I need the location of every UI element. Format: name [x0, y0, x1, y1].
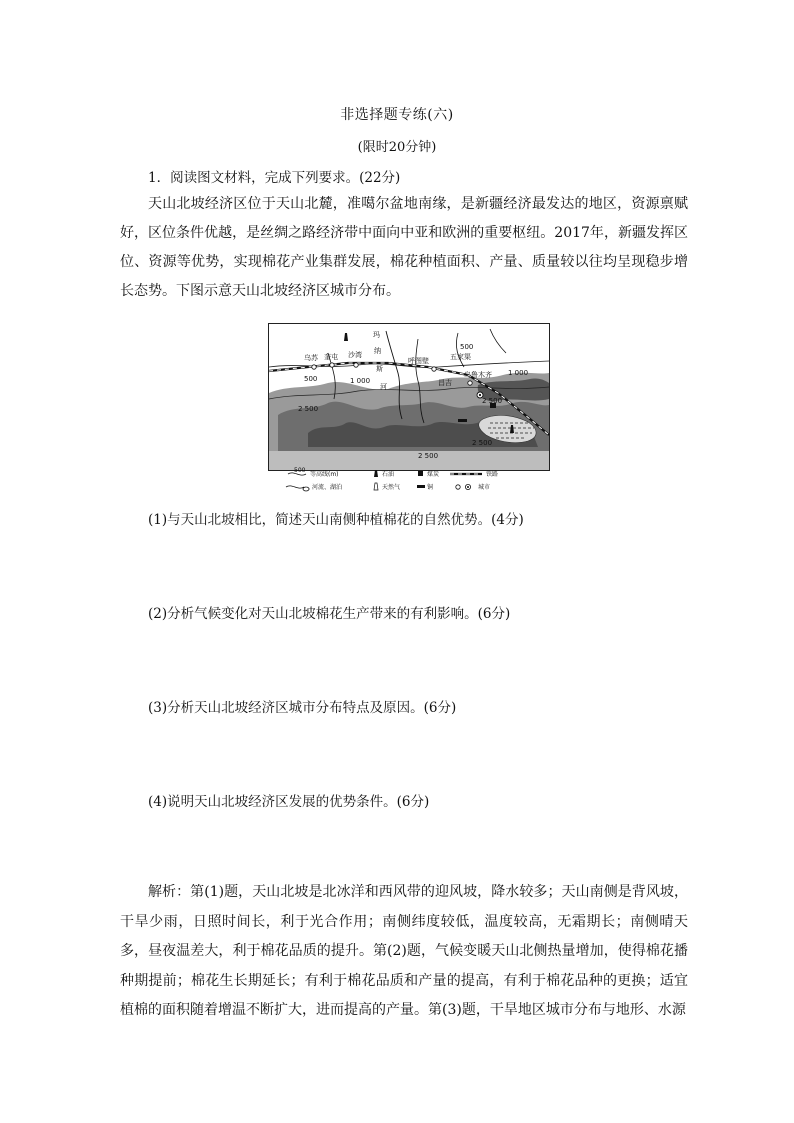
- label-changji: 昌吉: [438, 379, 452, 387]
- legend-coal: 煤炭: [427, 471, 440, 478]
- capital-marker-dot: [479, 394, 481, 396]
- label-manasi-2: 纳: [374, 347, 381, 355]
- question-heading: 1．阅读图文材料，完成下列要求。(22分): [148, 170, 401, 186]
- legend-gas-icon: [374, 483, 378, 490]
- label-manasi-3: 斯: [376, 365, 383, 373]
- city-marker: [312, 365, 316, 369]
- label-manasi-1: 玛: [373, 331, 380, 339]
- contour-label: 2 500: [298, 405, 319, 413]
- sub-question-3: (3)分析天山北坡经济区城市分布特点及原因。(6分): [148, 700, 457, 716]
- legend-contour: 等高线(m): [310, 471, 339, 478]
- label-manasi-4: 河: [380, 383, 387, 391]
- label-hutubi: 呼图壁: [408, 357, 429, 365]
- city-marker: [432, 367, 436, 371]
- contour-label: 500: [460, 343, 474, 351]
- legend-copper: 铜: [427, 484, 434, 491]
- legend-oil: 石油: [382, 471, 395, 478]
- legend-copper-icon: [417, 485, 425, 488]
- contour-label: 1 000: [508, 369, 529, 377]
- city-distribution-map: [268, 323, 550, 471]
- label-kuitun: 奎屯: [324, 353, 338, 361]
- contour-label: 1 000: [350, 377, 371, 385]
- copper-symbol: [458, 419, 467, 422]
- legend-oil-icon: [374, 470, 378, 477]
- contour-label: 2 500: [482, 397, 503, 405]
- question-intro: 天山北坡经济区位于天山北麓，准噶尔盆地南缘，是新疆经济最发达的地区，资源禀赋好，区位条件优越，是丝绸之路经济带中面向中亚和欧洲的重要枢纽。2017年，新疆发挥区位、资源等优势，实现棉花产业集群发展，棉花种植面积、产量、质量较以往均呈现稳步增长态势。下图示意天山北坡经济区城市分布。: [120, 196, 688, 299]
- map-legend: [268, 466, 550, 496]
- legend-city-icon: [456, 485, 460, 489]
- contour-label: 2 500: [472, 439, 493, 447]
- legend-river-icon: [286, 486, 309, 491]
- time-limit: (限时20分钟): [357, 140, 437, 155]
- label-shawan: 沙湾: [348, 351, 362, 359]
- label-wujiaqu: 五家渠: [450, 353, 471, 361]
- city-marker: [468, 381, 472, 385]
- contour-label: 2 500: [418, 452, 439, 460]
- legend-gas: 天然气: [382, 484, 401, 491]
- legend-contour-sample: 500: [294, 467, 306, 474]
- legend-railway: 铁路: [486, 471, 499, 478]
- sub-question-2: (2)分析气候变化对天山北坡棉花生产带来的有利影响。(6分): [148, 606, 511, 622]
- legend-coal-icon: [418, 471, 423, 476]
- city-marker: [354, 363, 358, 367]
- label-wusu: 乌苏: [304, 354, 318, 362]
- city-marker: [330, 363, 334, 367]
- analysis-text: 解析：第(1)题，天山北坡是北冰洋和西风带的迎风坡，降水较多；天山南侧是背风坡，干旱少雨，日照时间长，利于光合作用；南侧纬度较低，温度较高，无霜期长；南侧晴天多，昼夜温差大，利于棉花品质的提升。第(2)题，气候变暖天山北侧热量增加，使得棉花播种期提前；棉花生长期延长；有利于棉花品质和产量的提高，有利于棉花品种的更换；适宜植棉的面积随着增温不断扩大，进而提高的产量。第(3)题，干旱地区城市分布与地形、水源: [120, 884, 688, 1018]
- label-urumqi: 乌鲁木齐: [464, 371, 492, 379]
- sub-question-4: (4)说明天山北坡经济区发展的优势条件。(6分): [148, 794, 430, 810]
- legend-city: 城市: [478, 484, 491, 491]
- page-title: 非选择题专练(六): [340, 107, 454, 123]
- legend-river: 河流、湖泊: [312, 484, 343, 491]
- contour-label: 500: [304, 375, 318, 383]
- sub-question-1: (1)与天山北坡相比，简述天山南侧种植棉花的自然优势。(4分): [148, 512, 524, 528]
